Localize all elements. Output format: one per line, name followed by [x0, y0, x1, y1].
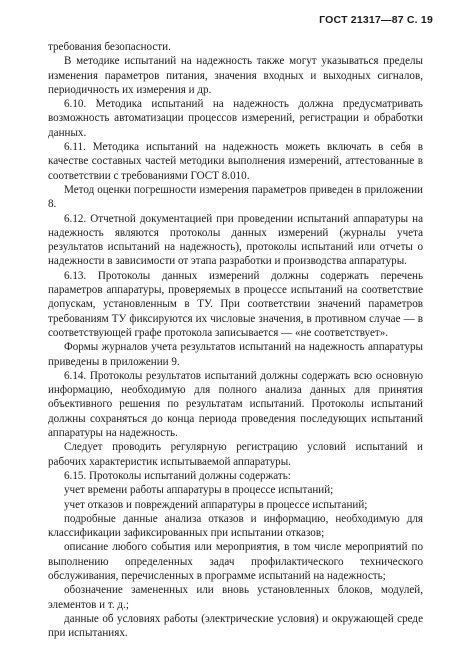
paragraph: 6.10. Методика испытаний на надежность должна предусматривать возможность автоматизации процессов измерений, регистрации и обработки данных.	[48, 98, 423, 139]
paragraph: учет времени работы аппаратуры в процессе испытаний;	[64, 484, 334, 497]
paragraph: описание любого события или мероприятия, в том числе мероприятий по выполнению определенных задач профилактического технического обслуживания, перечисленных в программе испытаний на надежность;	[48, 541, 423, 582]
paragraph: подробные данные анализа отказов и информацию, необходимую для классификации зафиксированных при испытании отказов;	[48, 512, 423, 540]
page-header: ГОСТ 21317—87 С. 19	[319, 14, 433, 26]
document-body	[48, 40, 423, 640]
paragraph: требования безопасности.	[48, 41, 171, 53]
paragraph: обозначение замененных или вновь установленных блоков, модулей, элементов и т. д.;	[48, 584, 423, 611]
paragraph: учет отказов и повреждений аппаратуры в процессе испытаний;	[64, 498, 368, 511]
paragraph: Следует проводить регулярную регистрацию условий испытаний и рабочих характеристик испытываемой аппаратуры.	[48, 441, 423, 468]
paragraph: данные об условиях работы (электрические условия) и окружающей среде при испытаниях.	[48, 612, 423, 640]
paragraph: 6.15. Протоколы испытаний должны содержать:	[64, 469, 291, 482]
paragraph: 6.12. Отчетной документацией при проведении испытаний аппаратуры на надежность являются протоколы данных измерений (журналы учета результатов испытаний на надежность), протоколы испытаний или отчеты о надежности в зависимости от этапа разработки и производства аппаратуры.	[48, 212, 423, 268]
paragraph: Формы журналов учета результатов испытаний на надежность аппаратуры приведены в приложении 9.	[48, 341, 423, 368]
paragraph: 6.13. Протоколы данных измерений должны содержать перечень параметров аппаратуры, проверяемых в процессе испытаний на соответствие допускам, установленным в ТУ. При соответствии значений параметров требованиям ТУ фиксируются их числовые значения, в противном случае — в соответствующей графе протокола записывается — «не соответствует».	[48, 269, 423, 339]
paragraph: 6.11. Методика испытаний на надежность можеть включать в себя в качестве составных частей методики выполнения измерений, аттестованные в соответствии с требованиями ГОСТ 8.010.	[48, 141, 423, 182]
paragraph: В методике испытаний на надежность также могут указываться пределы изменения параметров питания, значения входных и выходных сигналов, периодичность их измерения и др.	[48, 55, 423, 96]
paragraph: 6.14. Протоколы результатов испытаний должны содержать всю основную информацию, необходимую для полного анализа данных для принятия объективного решения по результатам испытаний. Протоколы испытаний должны сохраняться до конца периода проведения последующих испытаний аппаратуры на надежность.	[48, 369, 423, 440]
paragraph: Метод оценки погрешности измерения параметров приведен в приложении 8.	[48, 183, 423, 211]
